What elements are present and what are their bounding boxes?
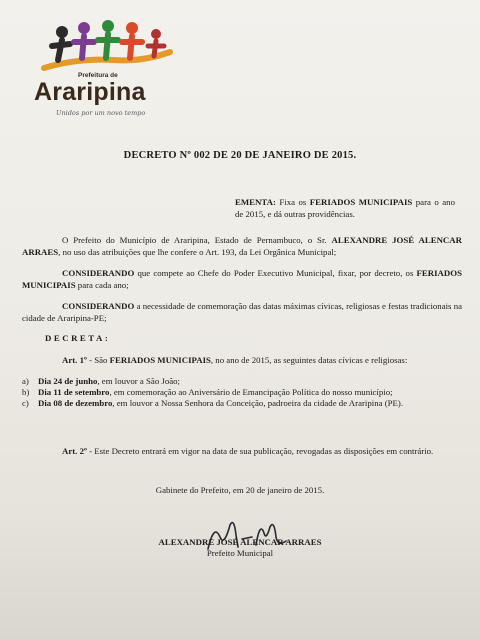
list-item-letter: b) [22, 387, 30, 397]
considerando-1-text-2: para cada ano; [75, 279, 129, 290]
decreta-heading: DECRETA: [45, 333, 111, 343]
preamble-paragraph [22, 235, 462, 258]
holiday-text: , em louvor a Nossa Senhora da Conceição, padroeira da cidade de Araripina (PE). [112, 398, 404, 408]
mayor-name: ALEXANDRE JOSÉ ALENCAR ARRAES [22, 235, 462, 257]
list-item [22, 376, 462, 387]
logo-prefeitura-text: Prefeitura de [78, 72, 118, 79]
holiday-date: Dia 11 de setembro [38, 387, 110, 397]
holiday-date: Dia 08 de dezembro [38, 398, 113, 408]
preamble-text-2: , no uso das atribuições que lhe confere o Art. 193, da Lei Orgânica Municipal; [58, 246, 337, 257]
logo-slogan: Unidos por um novo tempo [56, 109, 146, 117]
people-figures-icon [38, 18, 178, 76]
art-1-text-2: , no ano de 2015, as seguintes datas cívicas e religiosas: [210, 355, 408, 365]
considerando-2-paragraph [22, 301, 462, 324]
art-2-text: - Este Decreto entrará em vigor na data de sua publicação, revogadas as disposições em contrário. [86, 446, 434, 456]
list-item [22, 387, 462, 398]
decree-title: DECRETO Nº 002 DE 20 DE JANEIRO DE 2015. [123, 150, 357, 161]
considerando-1-text-1: que compete ao Chefe do Poder Executivo Municipal, fixar, por decreto, os [134, 268, 417, 278]
art-1-bold: FERIADOS MUNICIPAIS [109, 355, 211, 365]
art-2-paragraph [22, 446, 462, 458]
preamble-text-1: O Prefeito do Município de Araripina, Estado de Pernambuco, o Sr. [62, 235, 332, 245]
logo-city-name: Araripina [34, 78, 146, 106]
signatory-title: Prefeito Municipal [206, 548, 274, 558]
art-1-paragraph [22, 355, 462, 367]
city-logo [34, 14, 194, 117]
list-item-letter: c) [22, 398, 29, 408]
considerando-1-bold: FERIADOS MUNICIPAIS [22, 268, 462, 290]
considerando-2-label: CONSIDERANDO [62, 301, 135, 311]
holiday-text: , em comemoração ao Aniversário de Emancipação Política do nosso município; [109, 387, 393, 397]
ementa-bold-1: FERIADOS MUNICIPAIS [309, 197, 413, 207]
holiday-date: Dia 24 de junho [38, 376, 98, 386]
closing-line: Gabinete do Prefeito, em 20 de janeiro de 2015. [155, 485, 325, 495]
list-item-letter: a) [22, 376, 29, 386]
list-item [22, 398, 462, 409]
art-1-label: Art. 1º [62, 355, 87, 365]
holiday-list [22, 376, 462, 409]
ementa-text-2: para o ano de 2015, e dá outras providências. [235, 197, 455, 219]
considerando-2-text: a necessidade de comemoração das datas máximas cívicas, religiosas e festas tradicionais na cidade de Araripina-PE; [22, 301, 462, 323]
considerando-1-label: CONSIDERANDO [62, 268, 135, 278]
art-2-label: Art. 2º [62, 446, 87, 456]
ementa-text-1: Fixa os [275, 197, 310, 207]
holiday-text: , em louvor a São João; [97, 376, 180, 386]
considerando-1-paragraph [22, 268, 462, 291]
ementa-paragraph [235, 197, 455, 220]
art-1-text-1: - São [86, 355, 110, 365]
ementa-label: EMENTA: [235, 197, 276, 207]
signatory-name: ALEXANDRE JOSÉ ALENCAR ARRAES [158, 537, 322, 547]
